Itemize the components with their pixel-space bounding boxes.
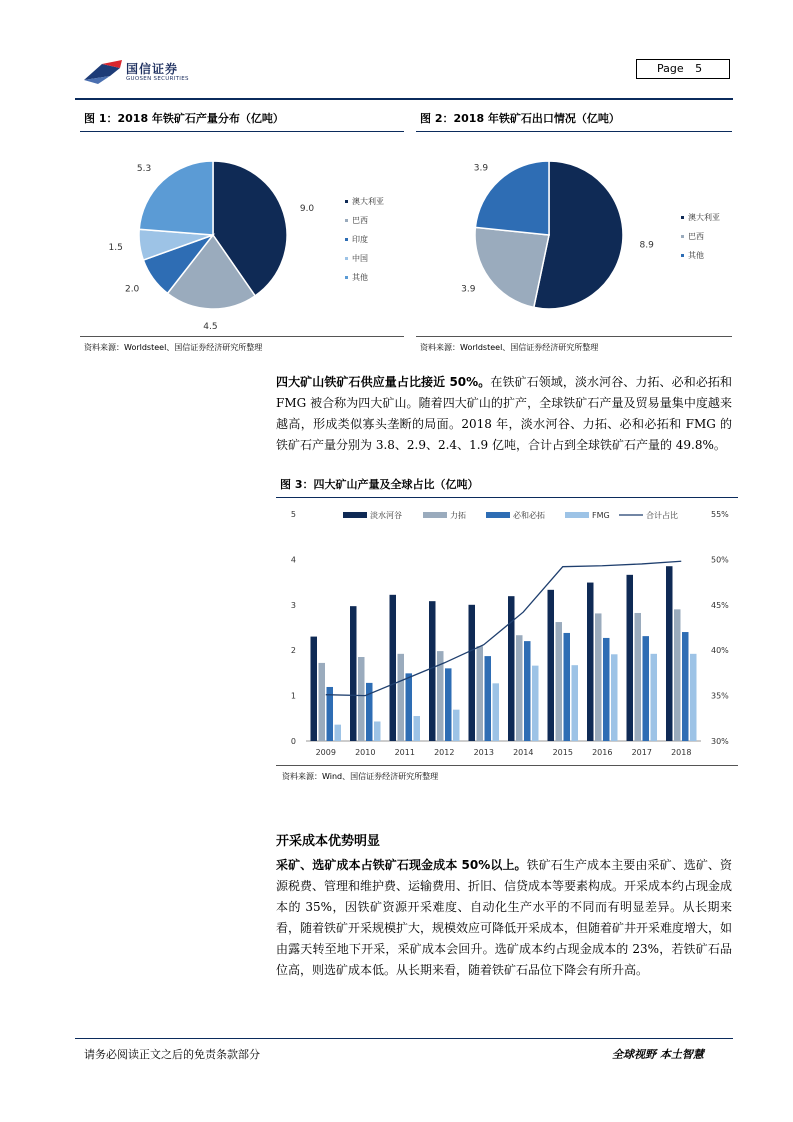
bar3-legend-swatch-3 xyxy=(486,512,510,518)
bar3-bar-1-2014 xyxy=(508,596,515,741)
bar3-bar-4-2010 xyxy=(374,721,381,741)
bar3-bar-1-2009 xyxy=(311,637,318,741)
bar3-y2-tick-30pct: 30% xyxy=(711,737,729,746)
bar3-bar-2-2017 xyxy=(635,613,642,741)
pie1-legend-label-2: 巴西 xyxy=(352,216,368,225)
bar3-bar-3-2011 xyxy=(406,673,413,741)
bar3-legend-label-4: FMG xyxy=(592,511,610,520)
bar3-legend-swatch-1 xyxy=(343,512,367,518)
bar3-y-tick-1: 1 xyxy=(290,691,296,701)
bar3-x-tick-2011: 2011 xyxy=(394,748,415,757)
pie1-legend-swatch-2 xyxy=(345,219,348,222)
bar3-bar-4-2014 xyxy=(532,666,539,741)
bar3-legend-swatch-4 xyxy=(565,512,589,518)
bar3-bar-1-2012 xyxy=(429,601,436,741)
paragraph-2 xyxy=(276,855,732,981)
figure-2-title: 图 2：2018 年铁矿石出口情况（亿吨） xyxy=(416,108,732,132)
pie2-value-label-3: 3.9 xyxy=(473,163,489,174)
bar3-x-tick-2015: 2015 xyxy=(552,748,573,757)
bar3-x-tick-2013: 2013 xyxy=(473,748,494,757)
bar3-bar-4-2009 xyxy=(335,725,342,741)
bar3-x-tick-2017: 2017 xyxy=(631,748,652,757)
pie1-value-label-3: 2.0 xyxy=(124,284,140,295)
pie1-legend-label-4: 中国 xyxy=(352,254,368,263)
page-label: Page xyxy=(657,62,684,75)
header-rule xyxy=(75,98,733,100)
bar3-bar-3-2012 xyxy=(445,668,452,741)
pie2-value-label-2: 3.9 xyxy=(461,284,476,295)
bar3-bar-1-2016 xyxy=(587,583,594,741)
bar3-bar-1-2010 xyxy=(350,606,357,741)
bar3-bar-2-2009 xyxy=(319,663,326,741)
paragraph-1-lead: 四大矿山铁矿石供应量占比接近 50%。 xyxy=(276,375,491,389)
bar3-x-tick-2018: 2018 xyxy=(671,748,692,757)
bar3-bar-4-2011 xyxy=(414,716,421,741)
bar3-y-tick-3: 3 xyxy=(290,600,296,610)
bar3-y-tick-2: 2 xyxy=(290,646,296,656)
pie1-legend-label-1: 澳大利亚 xyxy=(352,197,384,206)
bar3-bar-4-2018 xyxy=(690,654,697,741)
pie1-legend-label-3: 印度 xyxy=(352,235,368,244)
bar3-bar-4-2013 xyxy=(493,683,500,741)
pie2-legend-swatch-2 xyxy=(681,235,684,238)
figure-1-pie-chart xyxy=(80,140,404,332)
figure-3-source-rule xyxy=(276,765,738,766)
bar3-y2-tick-40pct: 40% xyxy=(711,646,729,656)
bar3-bar-2-2015 xyxy=(556,622,563,741)
bar3-bar-4-2012 xyxy=(453,710,460,741)
bar3-y2-tick-45pct: 45% xyxy=(711,600,729,610)
bar3-y2-tick-55pct: 55% xyxy=(711,510,729,519)
bar3-x-tick-2010: 2010 xyxy=(355,748,376,757)
footer-rule xyxy=(75,1038,733,1039)
figure-3-title: 图 3：四大矿山产量及全球占比（亿吨） xyxy=(276,474,738,498)
logo-english-name: GUOSEN SECURITIES xyxy=(126,76,189,82)
bar3-legend-swatch-2 xyxy=(423,512,447,518)
bar3-bar-1-2018 xyxy=(666,566,673,741)
figure-1-title: 图 1：2018 年铁矿石产量分布（亿吨） xyxy=(80,108,404,132)
bar3-x-tick-2012: 2012 xyxy=(434,748,455,757)
bar3-bar-3-2014 xyxy=(524,641,531,741)
bar3-bar-4-2016 xyxy=(611,654,618,741)
pie2-legend-label-2: 巴西 xyxy=(688,232,704,241)
pie2-legend-label-1: 澳大利亚 xyxy=(688,213,720,222)
bar3-bar-2-2013 xyxy=(477,646,484,741)
pie2-legend-swatch-1 xyxy=(681,216,684,219)
paragraph-1-text: 在铁矿石领域，淡水河谷、力拓、必和必拓和 FMG 被合称为四大矿山。随着四大矿山的扩产，全球铁矿石产量及贸易量集中度越来越高，形成类似寡头垄断的局面。2018 年，淡水河谷、力拓、必和必拓和 FMG 的铁矿石产量分别为 3.8、2.9、2.4、1.9 亿吨，合计占到全球铁矿石产量的 49.8%。 xyxy=(276,375,732,452)
page-number: 5 xyxy=(695,62,703,75)
pie1-value-label-1: 9.0 xyxy=(299,203,315,214)
bar3-bar-2-2016 xyxy=(595,613,602,741)
bar3-y2-tick-35pct: 35% xyxy=(711,691,729,701)
bar3-bar-2-2010 xyxy=(358,657,365,741)
paragraph-2-lead: 采矿、选矿成本占铁矿石现金成本 50%以上。 xyxy=(276,858,527,872)
bar3-legend-label-5: 合计占比 xyxy=(646,511,678,520)
figure-1-source: 资料来源：Worldsteel、国信证券经济研究所整理 xyxy=(84,343,263,352)
bar3-bar-3-2010 xyxy=(366,683,373,741)
pie2-legend-label-3: 其他 xyxy=(688,251,704,260)
pie1-value-label-5: 5.3 xyxy=(136,164,152,175)
bar3-legend-label-1: 淡水河谷 xyxy=(370,511,402,520)
paragraph-1 xyxy=(276,372,732,456)
bar3-bar-4-2015 xyxy=(572,665,579,741)
paragraph-2-text: 铁矿石生产成本主要由采矿、选矿、资源税费、管理和维护费、运输费用、折旧、信贷成本等要素构成。开采成本约占现金成本的 35%，因铁矿资源开采难度、自动化生产水平的不同而有明显差异。从长期来看，随着铁矿开采规模扩大，规模效应可降低开采成本，但随着矿井开采难度增大，如由露天转至地下开采，采矿成本会回升。选矿成本约占现金成本的 23%，若铁矿石品位高，则选矿成本低。从长期来看，随着铁矿石品位下降会有所升高。 xyxy=(276,858,733,977)
bar3-y2-tick-50pct: 50% xyxy=(711,555,729,565)
bar3-bar-3-2016 xyxy=(603,638,610,741)
footer-slogan: 全球视野 本土智慧 xyxy=(612,1048,704,1061)
figure-3-source: 资料来源：Wind、国信证券经济研究所整理 xyxy=(282,772,439,781)
bar3-x-tick-2009: 2009 xyxy=(315,748,336,757)
pie1-legend-label-5: 其他 xyxy=(352,273,368,282)
bar3-bar-2-2011 xyxy=(398,654,405,741)
page-indicator xyxy=(636,59,730,79)
figure-2-pie-chart xyxy=(416,140,732,332)
bar3-y-tick-0: 0 xyxy=(290,737,296,746)
bar3-bar-3-2017 xyxy=(643,636,650,741)
bar3-legend-label-2: 力拓 xyxy=(450,511,466,520)
bar3-y-tick-5: 5 xyxy=(290,510,296,519)
bar3-bar-1-2015 xyxy=(548,590,555,741)
bar3-legend-label-3: 必和必拓 xyxy=(513,511,545,520)
pie1-legend-swatch-3 xyxy=(345,238,348,241)
bar3-bar-1-2013 xyxy=(469,605,476,741)
footer-disclaimer: 请务必阅读正文之后的免责条款部分 xyxy=(84,1048,260,1061)
bar3-bar-1-2017 xyxy=(627,575,634,741)
bar3-x-tick-2014: 2014 xyxy=(513,748,534,757)
figure-1-source-rule xyxy=(80,336,404,337)
figure-2-source-rule xyxy=(416,336,732,337)
bar3-bar-3-2013 xyxy=(485,656,492,741)
pie1-legend-swatch-5 xyxy=(345,276,348,279)
pie1-value-label-2: 4.5 xyxy=(203,321,218,332)
section-heading: 开采成本优势明显 xyxy=(276,834,381,849)
bar3-y-tick-4: 4 xyxy=(290,555,296,565)
pie2-legend-swatch-3 xyxy=(681,254,684,257)
figure-3-bar-line-chart xyxy=(276,500,738,762)
bar3-bar-2-2018 xyxy=(674,609,681,741)
pie2-value-label-1: 8.9 xyxy=(639,240,654,251)
bar3-bar-1-2011 xyxy=(390,595,397,741)
bar3-bar-4-2017 xyxy=(651,654,658,741)
logo-chinese-name: 国信证券 xyxy=(126,62,179,76)
pie1-legend-swatch-4 xyxy=(345,257,348,260)
pie1-value-label-4: 1.5 xyxy=(108,243,123,254)
bar3-bar-2-2014 xyxy=(516,635,523,741)
bar3-bar-3-2015 xyxy=(564,633,571,741)
bar3-bar-3-2018 xyxy=(682,632,689,741)
bar3-x-tick-2016: 2016 xyxy=(592,748,613,757)
pie1-legend-swatch-1 xyxy=(345,200,348,203)
figure-2-source: 资料来源：Worldsteel、国信证券经济研究所整理 xyxy=(420,343,599,352)
